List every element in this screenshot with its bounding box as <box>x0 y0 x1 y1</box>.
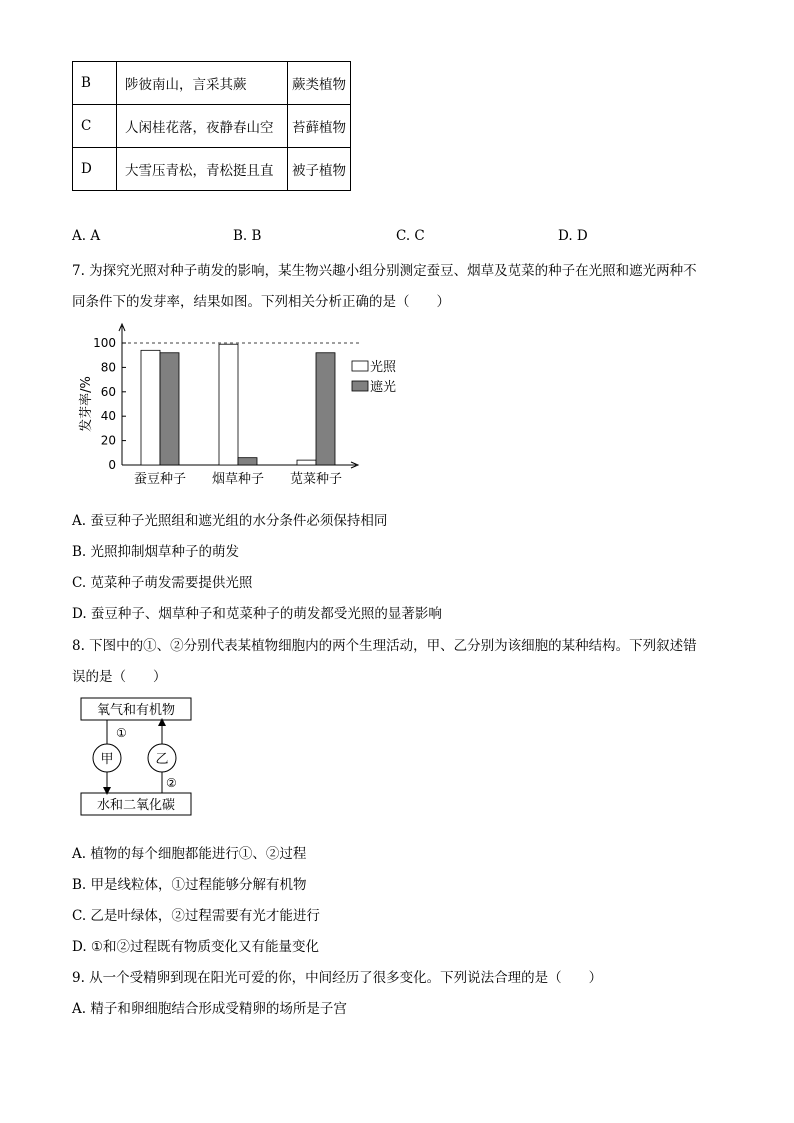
row-plant: 苔藓植物 <box>288 105 351 148</box>
y-tick-label: 80 <box>100 360 116 375</box>
q8-option-d[interactable]: D. ①和②过程既有物质变化又有能量变化 <box>72 939 320 955</box>
circle-jia-label: 甲 <box>100 752 114 767</box>
row-letter: D <box>73 148 117 191</box>
x-tick-label: 苋菜种子 <box>289 472 343 487</box>
x-tick-label: 烟草种子 <box>211 472 265 487</box>
q6-choices <box>0 228 794 244</box>
cell-process-diagram <box>80 696 200 820</box>
bar <box>219 344 238 465</box>
bottom-box-label: 水和二氧化碳 <box>96 798 176 813</box>
row-plant: 蕨类植物 <box>288 62 351 105</box>
row-letter: B <box>73 62 117 105</box>
bar <box>297 460 316 465</box>
bar <box>141 350 160 465</box>
q8-stem-line2: 误的是（ ） <box>72 669 167 685</box>
row-letter: C <box>73 105 117 148</box>
q7-option-d[interactable]: D. 蚕豆种子、烟草种子和苋菜种子的萌发都受光照的显著影响 <box>72 606 442 622</box>
bar <box>160 353 179 465</box>
q7-option-a[interactable]: A. 蚕豆种子光照组和遮光组的水分条件必须保持相同 <box>72 513 388 529</box>
bar <box>316 353 335 465</box>
q7-option-b[interactable]: B. 光照抑制烟草种子的萌发 <box>72 544 240 560</box>
bar <box>238 458 257 465</box>
legend-label: 遮光 <box>370 380 397 395</box>
row-plant: 被子植物 <box>288 148 351 191</box>
y-axis-label: 发芽率/% <box>79 376 94 432</box>
table-row <box>73 148 351 191</box>
y-tick-label: 0 <box>108 458 116 472</box>
table-row <box>73 62 351 105</box>
y-tick-label: 100 <box>93 336 116 350</box>
q8-stem-line1: 8. 下图中的①、②分别代表某植物细胞内的两个生理活动，甲、乙分别为该细胞的某种结构。下列叙述错 <box>72 638 697 654</box>
row-poem: 大雪压青松，青松挺且直 <box>117 148 288 191</box>
q8-option-c[interactable]: C. 乙是叶绿体，②过程需要有光才能进行 <box>72 908 320 924</box>
legend-label: 光照 <box>370 360 397 375</box>
q9-stem: 9. 从一个受精卵到现在阳光可爱的你，中间经历了很多变化。下列说法合理的是（ ） <box>72 970 603 986</box>
q9-option-a[interactable]: A. 精子和卵细胞结合形成受精卵的场所是子宫 <box>72 1001 347 1017</box>
choice-d[interactable]: D. D <box>558 228 588 244</box>
q7-option-c[interactable]: C. 苋菜种子萌发需要提供光照 <box>72 575 253 591</box>
row-poem: 人闲桂花落，夜静春山空 <box>117 105 288 148</box>
top-box-label: 氧气和有机物 <box>96 703 176 718</box>
legend-swatch <box>352 361 368 371</box>
choice-b[interactable]: B. B <box>233 228 262 244</box>
y-tick-label: 20 <box>100 433 116 448</box>
y-tick-label: 40 <box>100 409 116 424</box>
q7-stem-line1: 7. 为探究光照对种子萌发的影响，某生物兴趣小组分别测定蚕豆、烟草及苋菜的种子在光照和遮光两种不 <box>72 263 697 279</box>
q6-options-table <box>72 61 351 191</box>
y-tick-label: 60 <box>100 384 116 399</box>
germination-bar-chart <box>72 320 412 492</box>
table-row <box>73 105 351 148</box>
choice-a[interactable]: A. A <box>72 228 101 244</box>
q7-stem-line2: 同条件下的发芽率，结果如图。下列相关分析正确的是（ ） <box>72 294 450 310</box>
label-process-2: ② <box>166 776 177 790</box>
circle-yi-label: 乙 <box>155 752 169 767</box>
x-tick-label: 蚕豆种子 <box>133 472 187 487</box>
label-process-1: ① <box>116 726 127 740</box>
q8-option-a[interactable]: A. 植物的每个细胞都能进行①、②过程 <box>72 846 307 862</box>
row-poem: 陟彼南山，言采其蕨 <box>117 62 288 105</box>
q8-option-b[interactable]: B. 甲是线粒体，①过程能够分解有机物 <box>72 877 307 893</box>
choice-c[interactable]: C. C <box>396 228 425 244</box>
legend-swatch <box>352 381 368 391</box>
